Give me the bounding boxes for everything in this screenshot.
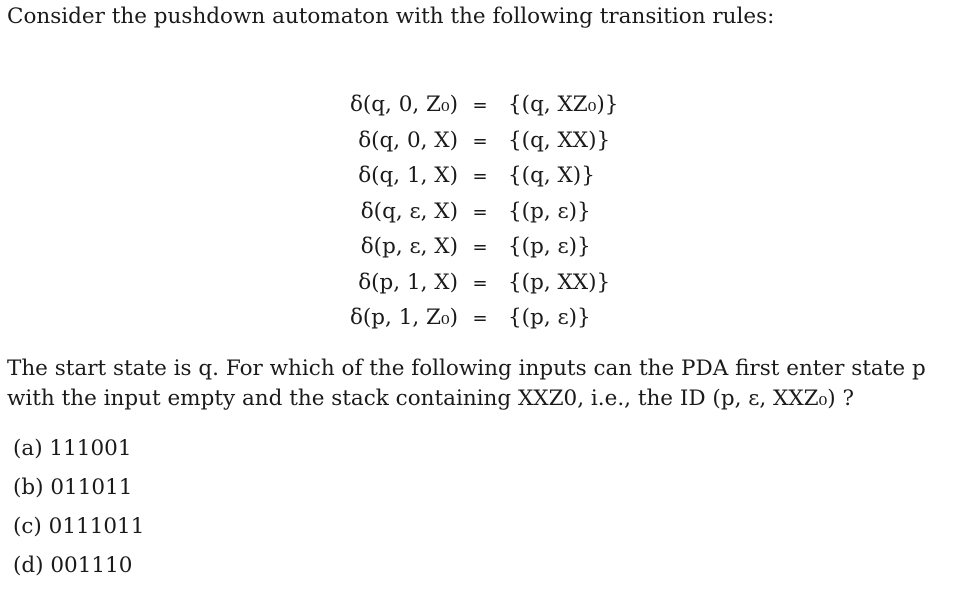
rule-equals: = (472, 95, 488, 116)
rule-lhs: δ(q, 1, X) (358, 163, 458, 188)
rule-rhs: {(q, XZ₀)} (508, 92, 619, 117)
transition-rule (330, 305, 660, 341)
rule-equals: = (472, 308, 488, 329)
rule-lhs: δ(q, ε, X) (360, 198, 458, 224)
rule-rhs: {(q, XX)} (508, 127, 611, 153)
answer-option-d: (d) 001110 (13, 553, 133, 578)
answer-options (13, 436, 144, 592)
rule-equals: = (472, 237, 488, 258)
rule-lhs: δ(p, 1, Z₀) (349, 305, 458, 330)
rule-equals: = (472, 201, 488, 223)
rule-rhs: {(p, ε)} (508, 234, 591, 259)
transition-rule (330, 234, 660, 270)
rule-rhs: {(q, X)} (508, 163, 595, 188)
transition-rule (330, 92, 660, 128)
transition-rule (330, 270, 660, 306)
rule-equals: = (472, 130, 488, 152)
transition-rule (330, 163, 660, 199)
transition-rule (330, 128, 660, 164)
answer-option-a: (a) 111001 (13, 436, 132, 461)
question-text: The start state is q. For which of the following inputs can the PDA first enter state p with the input empty and the stack containing XXZ0, i.e., the ID (p, ε, XXZ₀) ? (7, 356, 926, 411)
rule-equals: = (472, 166, 488, 187)
rule-lhs: δ(p, ε, X) (360, 234, 458, 259)
rule-rhs: {(p, XX)} (508, 269, 611, 295)
transition-rules (330, 92, 660, 341)
answer-option-c: (c) 0111011 (13, 514, 145, 539)
rule-rhs: {(p, ε)} (508, 305, 591, 330)
rule-lhs: δ(p, 1, X) (358, 269, 458, 295)
rule-rhs: {(p, ε)} (508, 198, 591, 224)
rule-lhs: δ(q, 0, X) (358, 127, 458, 153)
intro-text: Consider the pushdown automaton with the following transition rules: (7, 4, 775, 29)
transition-rule (330, 199, 660, 235)
rule-equals: = (472, 272, 488, 294)
answer-option-b: (b) 011011 (13, 475, 133, 500)
rule-lhs: δ(q, 0, Z₀) (349, 92, 458, 117)
